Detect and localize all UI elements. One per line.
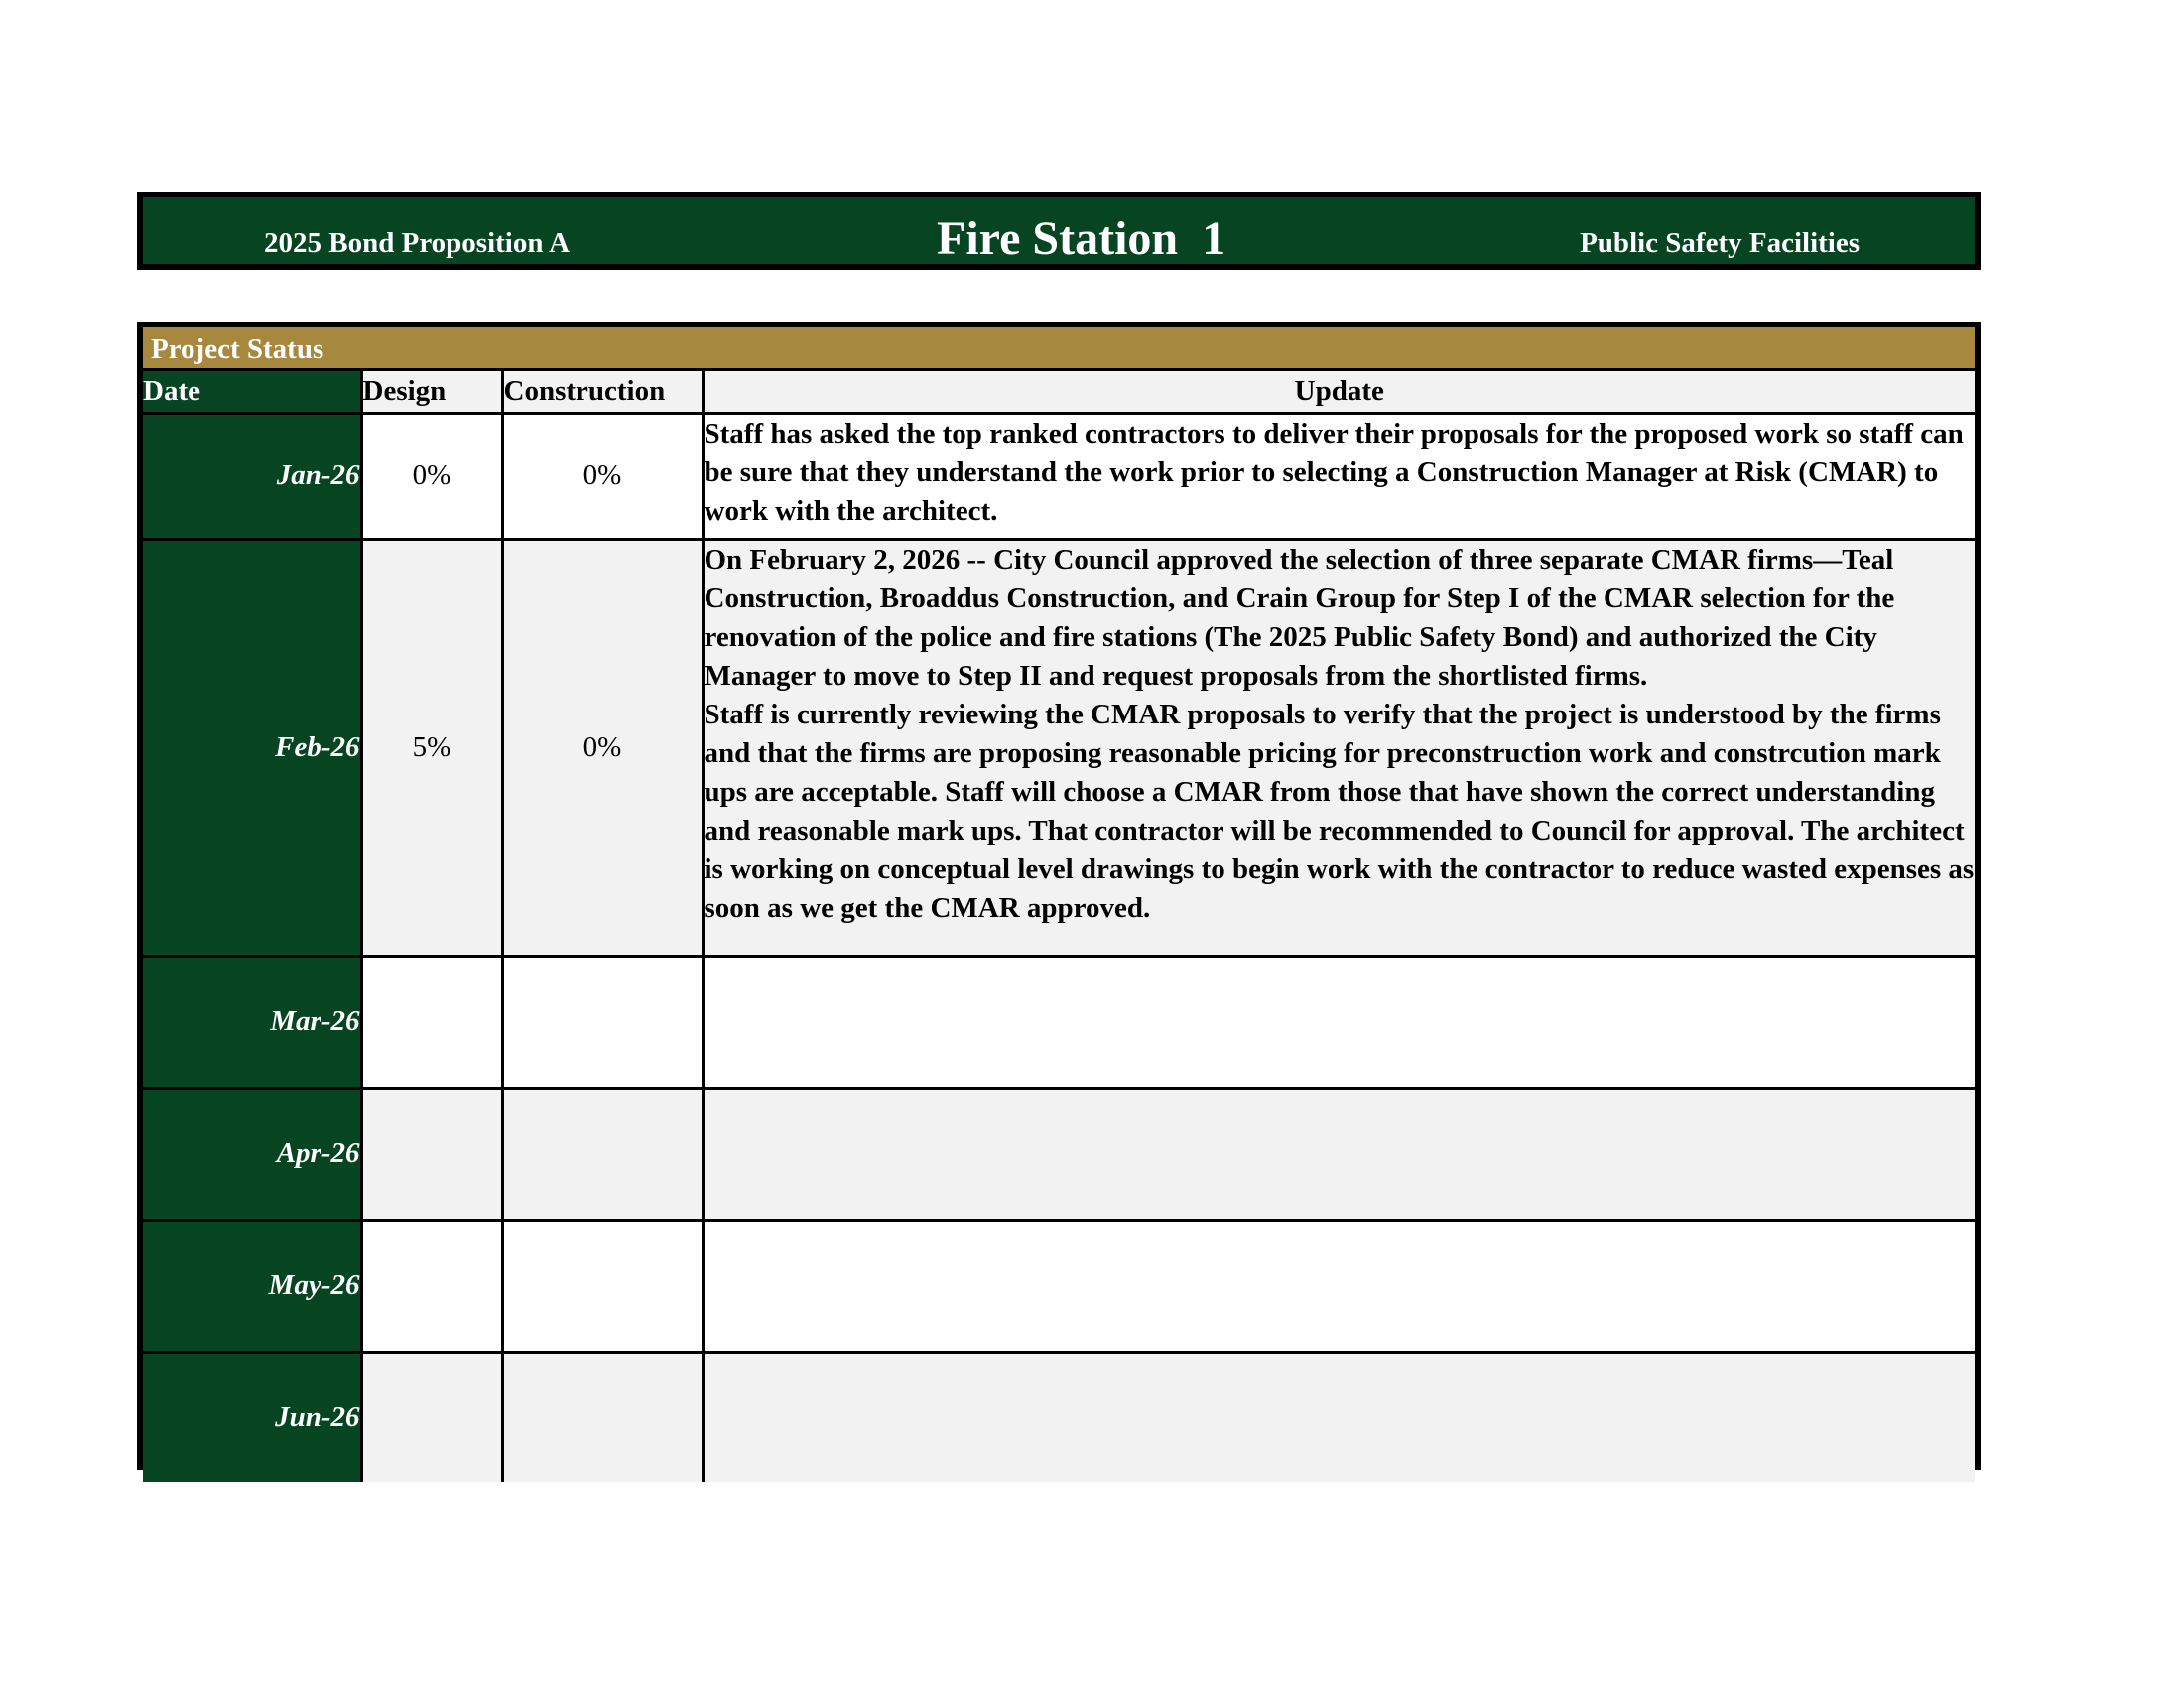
row-date: Mar-26 <box>143 956 361 1088</box>
category-label: Public Safety Facilities <box>1580 227 1860 259</box>
table-row <box>143 956 1975 1088</box>
status-grid <box>143 371 1975 1482</box>
row-design-percent: 0% <box>361 413 502 539</box>
row-design-percent <box>361 956 502 1088</box>
row-date: Jan-26 <box>143 413 361 539</box>
row-design-percent <box>361 1352 502 1482</box>
column-header-update: Update <box>703 371 1975 413</box>
row-design-percent <box>361 1220 502 1352</box>
table-row <box>143 1088 1975 1220</box>
row-update <box>703 1352 1975 1482</box>
header-banner <box>137 192 1981 270</box>
update-paragraph: Staff has asked the top ranked contractors to deliver their proposals for the proposed work so staff can be sure that they understand the work prior to selecting a Construction Manager at Risk (CMAR) to work with the architect. <box>704 417 1964 527</box>
project-status-title: Project Status <box>143 327 1975 371</box>
project-status-table <box>137 322 1981 1470</box>
row-update <box>703 1088 1975 1220</box>
row-design-percent: 5% <box>361 539 502 956</box>
table-row <box>143 413 1975 539</box>
row-construction-percent <box>502 1220 703 1352</box>
row-update <box>703 956 1975 1088</box>
row-construction-percent: 0% <box>502 413 703 539</box>
row-construction-percent: 0% <box>502 539 703 956</box>
row-construction-percent <box>502 956 703 1088</box>
update-paragraph: Staff is currently reviewing the CMAR proposals to verify that the project is understood by the firms and that the firms are proposing reasonable pricing for preconstruction work and constrcution mark ups are acceptable. Staff will choose a CMAR from those that have shown the correct understanding and reasonable mark ups. That contractor will be recommended to Council for approval. The architect is working on conceptual level drawings to begin work with the contractor to reduce wasted expenses as soon as we get the CMAR approved. <box>704 698 1975 924</box>
row-update <box>703 413 1975 539</box>
table-row <box>143 539 1975 956</box>
update-paragraph: On February 2, 2026 -- City Council approved the selection of three separate CMAR firms—Teal Construction, Broaddus Construction, and Crain Group for Step I of the CMAR selection for the renovation of the police and fire stations (The 2025 Public Safety Bond) and authorized the City Manager to move to Step II and request proposals from the shortlisted firms. <box>704 543 1895 692</box>
column-header-date: Date <box>143 371 361 413</box>
row-construction-percent <box>502 1088 703 1220</box>
table-row <box>143 1352 1975 1482</box>
column-header-construction: Construction <box>502 371 703 413</box>
row-construction-percent <box>502 1352 703 1482</box>
row-update <box>703 539 1975 956</box>
row-date: Apr-26 <box>143 1088 361 1220</box>
column-header-design: Design <box>361 371 502 413</box>
header-row <box>143 371 1975 413</box>
bond-proposition-label: 2025 Bond Proposition A <box>264 227 571 259</box>
row-design-percent <box>361 1088 502 1220</box>
table-row <box>143 1220 1975 1352</box>
row-update <box>703 1220 1975 1352</box>
row-date: Feb-26 <box>143 539 361 956</box>
row-date: May-26 <box>143 1220 361 1352</box>
page-title: Fire Station 1 <box>937 212 1226 265</box>
row-date: Jun-26 <box>143 1352 361 1482</box>
